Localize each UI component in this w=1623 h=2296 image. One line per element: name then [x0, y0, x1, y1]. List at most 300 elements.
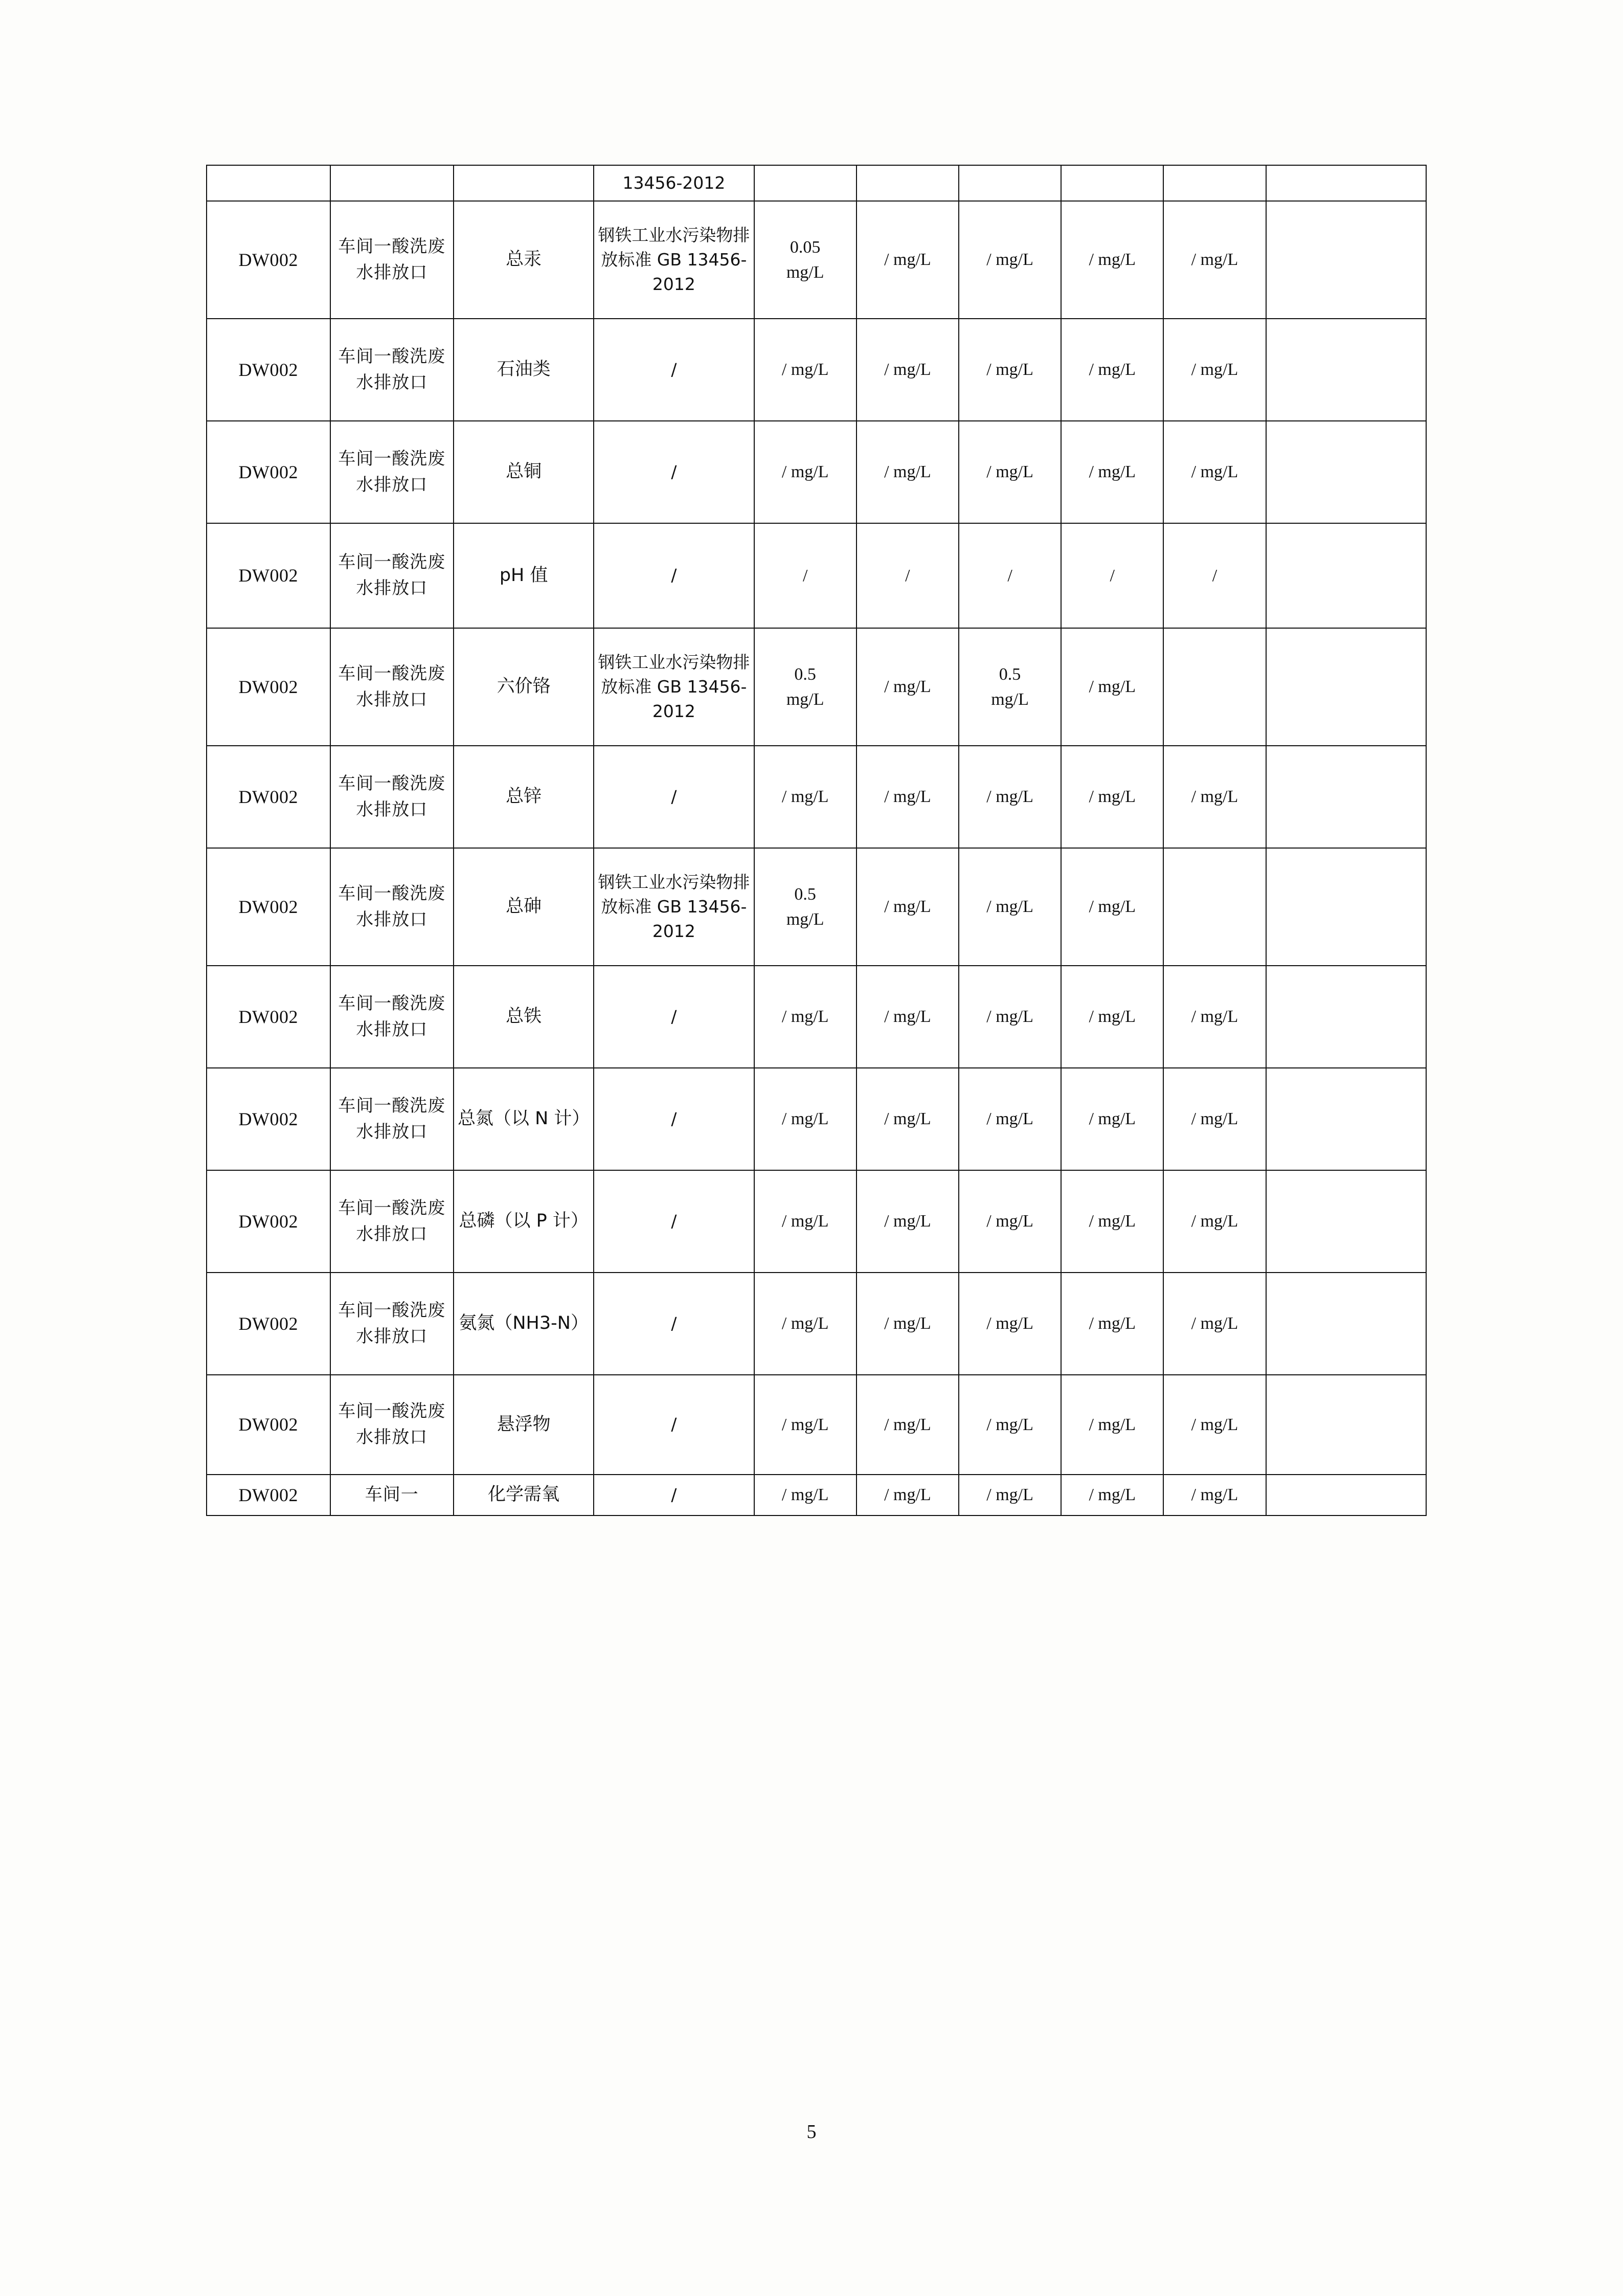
cell-pollutant-name — [454, 628, 594, 746]
limit-value-value: / mg/L — [781, 1007, 829, 1027]
value-1-text — [857, 779, 958, 814]
outlet-code-value: DW002 — [238, 565, 298, 586]
cell-value-3 — [1061, 421, 1163, 523]
value-3-value: / mg/L — [1089, 677, 1136, 697]
cell-outlet-code — [207, 848, 330, 966]
cell-value-1 — [856, 319, 959, 421]
outlet-code-value: DW002 — [238, 676, 298, 697]
value-2-text — [959, 1477, 1061, 1512]
emission-standard-text — [594, 1407, 753, 1442]
cell-value-2 — [959, 966, 1061, 1068]
cell-outlet-code — [207, 523, 330, 628]
cell-value-4 — [1163, 201, 1266, 319]
outlet-code-value: DW002 — [238, 1313, 298, 1334]
value-1-value: / mg/L — [884, 787, 931, 807]
limit-value-value: 0.5 mg/L — [786, 884, 824, 929]
cell-value-4 — [1163, 1375, 1266, 1475]
value-1-text — [857, 558, 958, 593]
outlet-name-text — [331, 229, 454, 291]
pollutant-name-value: 石油类 — [497, 359, 551, 380]
value-2-text — [959, 1306, 1061, 1341]
outlet-name-text — [331, 656, 454, 718]
table-row — [207, 966, 1426, 1068]
cell-outlet-name — [330, 1170, 454, 1273]
value-1-value: / mg/L — [884, 360, 931, 380]
remark-text — [1267, 365, 1426, 375]
value-2-text — [959, 1407, 1061, 1442]
table-row — [207, 523, 1426, 628]
emission-standard-value: / — [671, 565, 677, 586]
pollutant-name-value: 总铁 — [506, 1006, 542, 1027]
cell-outlet-name — [330, 523, 454, 628]
outlet-name-value: 车间一酸洗废水排放口 — [338, 773, 446, 820]
emission-standard-value: / — [671, 1414, 677, 1435]
cell-value-3 — [1061, 848, 1163, 966]
cell-outlet-name — [330, 319, 454, 421]
emission-standard-text — [594, 166, 753, 200]
cell-value-1 — [856, 523, 959, 628]
value-3-value: / mg/L — [1089, 1007, 1136, 1027]
remark-text — [1267, 1419, 1426, 1430]
value-1-value: / mg/L — [884, 1415, 931, 1434]
cell-emission-standard — [594, 319, 754, 421]
cell-emission-standard — [594, 746, 754, 848]
cell-value-3 — [1061, 201, 1163, 319]
outlet-name-value: 车间一酸洗废水排放口 — [338, 663, 446, 710]
table-row — [207, 1068, 1426, 1170]
value-1-text — [857, 454, 958, 489]
cell-outlet-code — [207, 966, 330, 1068]
value-3-text — [1062, 669, 1163, 704]
value-2-text — [959, 779, 1061, 814]
emission-standard-value: / — [671, 1006, 677, 1027]
value-1-value: / mg/L — [884, 677, 931, 697]
outlet-code-value: DW002 — [238, 461, 298, 482]
cell-value-1 — [856, 1068, 959, 1170]
outlet-code-text — [207, 1306, 330, 1341]
pollutant-name-text — [454, 1407, 593, 1442]
limit-value-text — [755, 1477, 856, 1512]
outlet-code-text — [207, 1478, 330, 1512]
remark-text — [1267, 1012, 1426, 1022]
cell-emission-standard — [594, 628, 754, 746]
emission-standard-text — [594, 558, 753, 593]
cell-value-1 — [856, 966, 959, 1068]
cell-outlet-code — [207, 421, 330, 523]
limit-value-text — [755, 1203, 856, 1239]
value-1-text — [857, 1101, 958, 1136]
value-4-value: / mg/L — [1191, 1212, 1238, 1231]
cell-value-1 — [856, 165, 959, 201]
cell-value-4 — [1163, 628, 1266, 746]
cell-value-3 — [1061, 523, 1163, 628]
outlet-code-text — [207, 1102, 330, 1136]
value-3-text — [1062, 454, 1163, 489]
value-2-value: / mg/L — [986, 250, 1033, 270]
value-4-text — [1164, 682, 1265, 692]
value-2-text — [959, 454, 1061, 489]
cell-outlet-name — [330, 1475, 454, 1515]
cell-value-2 — [959, 201, 1061, 319]
value-2-text — [959, 657, 1061, 718]
cell-value-3 — [1061, 165, 1163, 201]
value-3-value: / mg/L — [1089, 1485, 1136, 1505]
emission-standard-value: 钢铁工业水污染物排放标准 GB 13456-2012 — [598, 652, 750, 721]
cell-outlet-code — [207, 1068, 330, 1170]
value-1-text — [857, 1306, 958, 1341]
value-4-text — [1164, 902, 1265, 912]
table-row — [207, 1170, 1426, 1273]
pollutant-name-text — [454, 1306, 593, 1341]
value-4-text — [1164, 178, 1265, 188]
limit-value-value: / mg/L — [781, 1109, 829, 1129]
outlet-code-text — [207, 558, 330, 593]
limit-value-text — [755, 352, 856, 387]
pollutant-name-text — [454, 669, 593, 704]
emission-standard-text — [594, 352, 753, 387]
value-1-text — [857, 1407, 958, 1442]
cell-emission-standard — [594, 523, 754, 628]
value-2-value: / mg/L — [986, 1212, 1033, 1231]
cell-emission-standard — [594, 1068, 754, 1170]
cell-value-4 — [1163, 421, 1266, 523]
limit-value-text — [755, 1407, 856, 1442]
limit-value-text — [755, 454, 856, 489]
value-2-value: / mg/L — [986, 1109, 1033, 1129]
value-1-value: / mg/L — [884, 1212, 931, 1231]
cell-value-2 — [959, 319, 1061, 421]
value-2-value: / mg/L — [986, 1314, 1033, 1333]
value-4-value: / mg/L — [1191, 462, 1238, 482]
cell-remark — [1266, 165, 1426, 201]
cell-remark — [1266, 1170, 1426, 1273]
outlet-code-value: DW002 — [238, 1211, 298, 1232]
outlet-name-text — [331, 1477, 454, 1513]
value-1-value: / mg/L — [884, 1485, 931, 1505]
cell-value-2 — [959, 421, 1061, 523]
pollutant-name-value: 总汞 — [506, 249, 542, 270]
outlet-name-text — [331, 986, 454, 1048]
table-row-partial — [207, 165, 1426, 201]
pollutant-name-value: 六价铬 — [497, 676, 551, 697]
value-3-value: / mg/L — [1089, 462, 1136, 482]
outlet-name-value: 车间一 — [365, 1484, 419, 1505]
cell-limit-value — [754, 1475, 856, 1515]
cell-value-1 — [856, 201, 959, 319]
value-1-text — [857, 242, 958, 277]
value-4-text — [1164, 1306, 1265, 1341]
table-body — [207, 165, 1426, 1515]
cell-remark — [1266, 1375, 1426, 1475]
outlet-name-text — [331, 1393, 454, 1456]
cell-value-3 — [1061, 966, 1163, 1068]
value-1-text — [857, 669, 958, 704]
outlet-code-text — [207, 352, 330, 387]
outlet-name-value: 车间一酸洗废水排放口 — [338, 1401, 446, 1448]
outlet-code-text — [207, 455, 330, 489]
cell-outlet-name — [330, 421, 454, 523]
cell-emission-standard — [594, 966, 754, 1068]
emission-standard-value: / — [671, 359, 677, 380]
cell-emission-standard — [594, 1475, 754, 1515]
value-4-text — [1164, 999, 1265, 1034]
cell-pollutant-name — [454, 165, 594, 201]
value-3-text — [1062, 352, 1163, 387]
value-4-value: / mg/L — [1191, 1415, 1238, 1434]
value-4-text — [1164, 779, 1265, 814]
cell-pollutant-name — [454, 1475, 594, 1515]
emission-standard-value: / — [671, 461, 677, 482]
cell-remark — [1266, 628, 1426, 746]
limit-value-value: / mg/L — [781, 1212, 829, 1231]
cell-value-2 — [959, 165, 1061, 201]
value-1-text — [857, 352, 958, 387]
limit-value-text — [755, 657, 856, 718]
cell-pollutant-name — [454, 523, 594, 628]
cell-outlet-code — [207, 746, 330, 848]
cell-outlet-name — [330, 165, 454, 201]
value-3-text — [1062, 889, 1163, 924]
value-3-value: / mg/L — [1089, 787, 1136, 807]
outlet-code-text — [207, 1407, 330, 1442]
outlet-code-value: DW002 — [238, 786, 298, 807]
limit-value-text — [755, 1101, 856, 1136]
cell-remark — [1266, 1475, 1426, 1515]
pollutant-name-value: pH 值 — [499, 565, 548, 586]
outlet-code-text — [207, 1204, 330, 1239]
value-2-text — [959, 352, 1061, 387]
table-row — [207, 421, 1426, 523]
outlet-code-value: DW002 — [238, 359, 298, 380]
value-3-text — [1062, 178, 1163, 188]
cell-value-2 — [959, 1375, 1061, 1475]
cell-value-3 — [1061, 1170, 1163, 1273]
cell-value-1 — [856, 421, 959, 523]
cell-value-1 — [856, 1475, 959, 1515]
value-3-value: / mg/L — [1089, 1415, 1136, 1434]
value-3-value: / mg/L — [1089, 1109, 1136, 1129]
value-1-value: / mg/L — [884, 897, 931, 917]
limit-value-value: / mg/L — [781, 462, 829, 482]
cell-emission-standard — [594, 1273, 754, 1375]
cell-limit-value — [754, 1170, 856, 1273]
pollutant-name-text — [454, 558, 593, 593]
cell-pollutant-name — [454, 421, 594, 523]
cell-emission-standard — [594, 848, 754, 966]
outlet-name-text — [331, 339, 454, 401]
remark-text — [1267, 1114, 1426, 1124]
value-4-value: / — [1212, 566, 1218, 585]
value-4-text — [1164, 1203, 1265, 1239]
cell-value-4 — [1163, 966, 1266, 1068]
value-4-value: / mg/L — [1191, 360, 1238, 380]
cell-value-1 — [856, 628, 959, 746]
value-3-text — [1062, 1407, 1163, 1442]
table-row — [207, 848, 1426, 966]
cell-value-1 — [856, 1170, 959, 1273]
cell-limit-value — [754, 421, 856, 523]
emission-standard-value: / — [671, 1484, 677, 1505]
cell-outlet-code — [207, 319, 330, 421]
limit-value-value: / mg/L — [781, 360, 829, 380]
pollutant-name-text — [454, 178, 593, 188]
value-1-value: / mg/L — [884, 1314, 931, 1333]
pollutant-name-value: 悬浮物 — [497, 1414, 551, 1435]
cell-value-4 — [1163, 165, 1266, 201]
value-3-text — [1062, 1306, 1163, 1341]
emission-standard-value: / — [671, 1211, 677, 1231]
emission-standard-value: / — [671, 1108, 677, 1129]
outlet-name-text — [331, 1088, 454, 1150]
emission-standard-text — [594, 218, 753, 302]
cell-outlet-code — [207, 628, 330, 746]
outlet-code-value: DW002 — [238, 249, 298, 270]
table-row — [207, 1375, 1426, 1475]
cell-remark — [1266, 523, 1426, 628]
value-1-value: / — [905, 566, 910, 585]
cell-outlet-code — [207, 1273, 330, 1375]
value-1-value: / mg/L — [884, 462, 931, 482]
table-row — [207, 1475, 1426, 1515]
emission-standard-text — [594, 779, 753, 814]
cell-value-1 — [856, 848, 959, 966]
cell-outlet-name — [330, 628, 454, 746]
cell-value-2 — [959, 1170, 1061, 1273]
limit-value-value: / mg/L — [781, 1485, 829, 1505]
outlet-name-value: 车间一酸洗废水排放口 — [338, 236, 446, 283]
cell-emission-standard — [594, 1170, 754, 1273]
cell-remark — [1266, 421, 1426, 523]
cell-remark — [1266, 201, 1426, 319]
cell-outlet-code — [207, 1170, 330, 1273]
emission-standard-value: 钢铁工业水污染物排放标准 GB 13456-2012 — [598, 225, 750, 294]
outlet-code-text — [207, 178, 330, 188]
value-4-value: / mg/L — [1191, 1007, 1238, 1027]
value-1-value: / mg/L — [884, 1007, 931, 1027]
cell-outlet-name — [330, 1375, 454, 1475]
limit-value-text — [755, 779, 856, 814]
value-4-text — [1164, 1101, 1265, 1136]
cell-value-1 — [856, 1273, 959, 1375]
cell-limit-value — [754, 966, 856, 1068]
limit-value-value: / mg/L — [781, 1314, 829, 1333]
value-2-value: / mg/L — [986, 1485, 1033, 1505]
cell-emission-standard — [594, 421, 754, 523]
value-2-text — [959, 178, 1061, 188]
outlet-code-text — [207, 242, 330, 277]
cell-outlet-code — [207, 165, 330, 201]
value-4-value: / mg/L — [1191, 1109, 1238, 1129]
value-2-text — [959, 558, 1061, 593]
pollutant-name-value: 总砷 — [506, 896, 542, 917]
outlet-name-value: 车间一酸洗废水排放口 — [338, 883, 446, 930]
cell-value-2 — [959, 848, 1061, 966]
cell-outlet-name — [330, 848, 454, 966]
outlet-code-text — [207, 999, 330, 1034]
remark-text — [1267, 178, 1426, 188]
remark-text — [1267, 1490, 1426, 1500]
value-4-value: / mg/L — [1191, 1485, 1238, 1505]
value-1-value: / mg/L — [884, 1109, 931, 1129]
value-4-value: / mg/L — [1191, 787, 1238, 807]
cell-value-3 — [1061, 1273, 1163, 1375]
cell-value-2 — [959, 1475, 1061, 1515]
value-2-value: / mg/L — [986, 787, 1033, 807]
cell-value-4 — [1163, 319, 1266, 421]
outlet-name-value: 车间一酸洗废水排放口 — [338, 1197, 446, 1244]
cell-value-4 — [1163, 1273, 1266, 1375]
cell-outlet-name — [330, 1068, 454, 1170]
cell-limit-value — [754, 523, 856, 628]
cell-remark — [1266, 1068, 1426, 1170]
cell-remark — [1266, 746, 1426, 848]
value-3-text — [1062, 999, 1163, 1034]
emission-standard-value: 13456-2012 — [622, 173, 726, 193]
pollutant-discharge-table-container — [206, 165, 1427, 1516]
limit-value-text — [755, 999, 856, 1034]
cell-value-3 — [1061, 746, 1163, 848]
value-3-value: / mg/L — [1089, 250, 1136, 270]
value-2-value: / mg/L — [986, 897, 1033, 917]
pollutant-name-value: 总磷（以 P 计） — [459, 1211, 589, 1232]
emission-standard-text — [594, 865, 753, 949]
value-2-text — [959, 1203, 1061, 1239]
remark-text — [1267, 467, 1426, 477]
outlet-code-text — [207, 670, 330, 704]
cell-value-4 — [1163, 1068, 1266, 1170]
remark-text — [1267, 1216, 1426, 1227]
cell-value-2 — [959, 746, 1061, 848]
cell-pollutant-name — [454, 201, 594, 319]
value-3-value: / mg/L — [1089, 360, 1136, 380]
limit-value-text — [755, 1306, 856, 1341]
emission-standard-text — [594, 455, 753, 489]
pollutant-name-value: 化学需氧 — [488, 1484, 560, 1505]
limit-value-text — [755, 230, 856, 291]
value-2-text — [959, 889, 1061, 924]
cell-value-3 — [1061, 1375, 1163, 1475]
emission-standard-value: / — [671, 786, 677, 807]
outlet-name-text — [331, 441, 454, 503]
outlet-name-value: 车间一酸洗废水排放口 — [338, 1300, 446, 1347]
value-2-value: / mg/L — [986, 1007, 1033, 1027]
cell-value-1 — [856, 746, 959, 848]
cell-value-3 — [1061, 628, 1163, 746]
emission-standard-text — [594, 1478, 753, 1512]
value-1-text — [857, 1477, 958, 1512]
outlet-code-text — [207, 779, 330, 814]
cell-emission-standard — [594, 165, 754, 201]
table-row — [207, 746, 1426, 848]
cell-outlet-code — [207, 1375, 330, 1475]
cell-pollutant-name — [454, 966, 594, 1068]
limit-value-value: 0.05 mg/L — [786, 237, 824, 282]
value-4-value: / mg/L — [1191, 250, 1238, 270]
limit-value-text — [755, 877, 856, 938]
value-4-text — [1164, 352, 1265, 387]
value-4-text — [1164, 558, 1265, 593]
cell-pollutant-name — [454, 1170, 594, 1273]
remark-text — [1267, 1319, 1426, 1329]
pollutant-name-text — [454, 889, 593, 924]
value-2-value: 0.5 mg/L — [991, 664, 1029, 709]
cell-limit-value — [754, 628, 856, 746]
cell-value-4 — [1163, 746, 1266, 848]
emission-standard-text — [594, 1204, 753, 1239]
cell-limit-value — [754, 746, 856, 848]
remark-text — [1267, 682, 1426, 692]
value-2-value: / mg/L — [986, 462, 1033, 482]
